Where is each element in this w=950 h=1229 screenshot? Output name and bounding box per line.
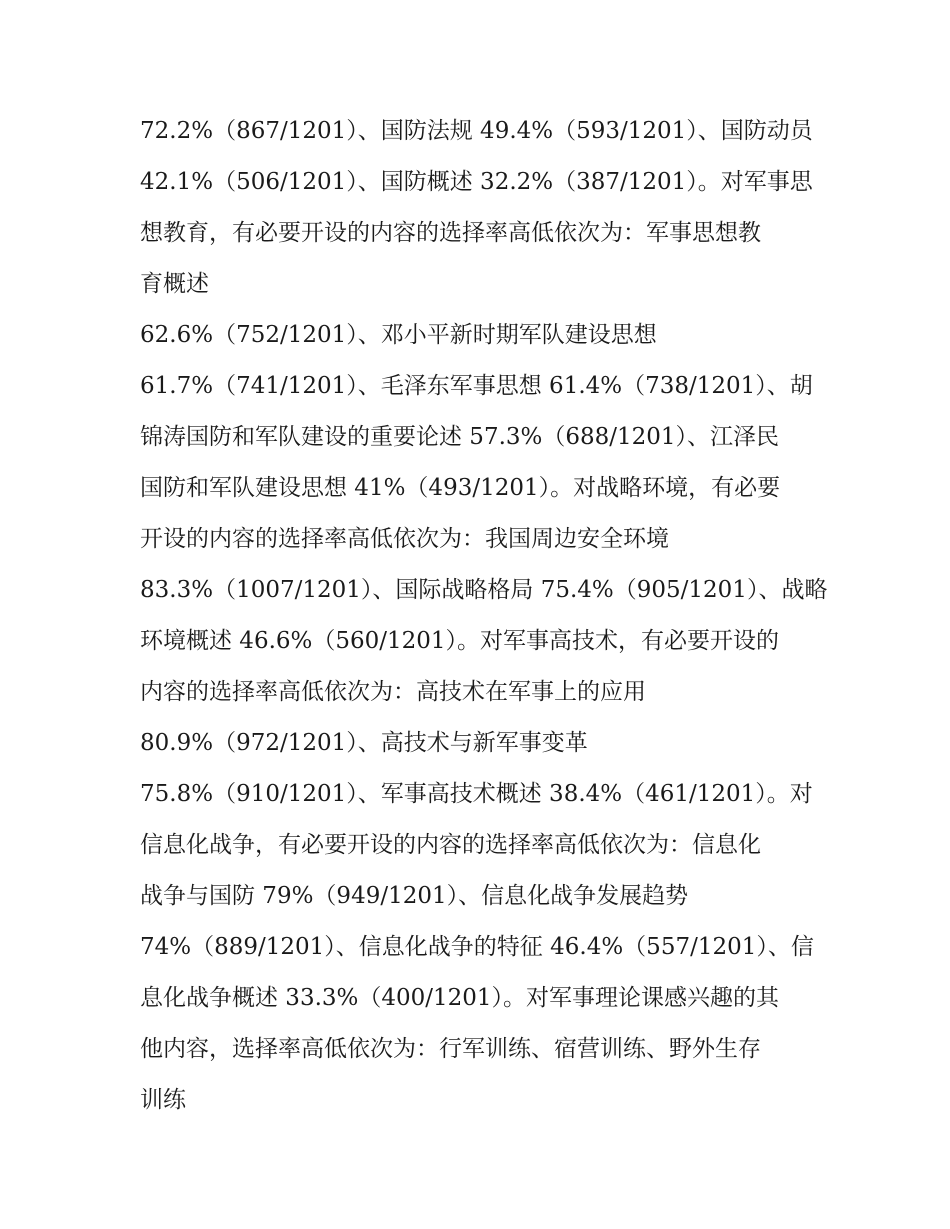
text-line: 61.7%（741/1201）、毛泽东军事思想 61.4%（738/1201）、胡 (140, 373, 813, 399)
text-line: 息化战争概述 33.3%（400/1201）。对军事理论课感兴趣的其 (140, 985, 780, 1011)
text-line: 训练 (140, 1087, 186, 1113)
text-line: 74%（889/1201）、信息化战争的特征 46.4%（557/1201）、信 (140, 934, 814, 960)
text-line: 内容的选择率高低依次为：高技术在军事上的应用 (140, 679, 646, 705)
text-line: 他内容，选择率高低依次为：行军训练、宿营训练、野外生存 (140, 1036, 761, 1062)
text-line: 75.8%（910/1201）、军事高技术概述 38.4%（461/1201）。对 (140, 781, 813, 807)
text-line: 信息化战争，有必要开设的内容的选择率高低依次为：信息化 (140, 832, 761, 858)
text-line: 国防和军队建设思想 41%（493/1201）。对战略环境，有必要 (140, 475, 781, 501)
text-line: 想教育，有必要开设的内容的选择率高低依次为：军事思想教 (140, 220, 761, 246)
text-line: 42.1%（506/1201）、国防概述 32.2%（387/1201）。对军事思 (140, 169, 813, 195)
text-line: 62.6%（752/1201）、邓小平新时期军队建设思想 (140, 322, 657, 348)
body-paragraph (140, 106, 828, 1126)
text-line: 锦涛国防和军队建设的重要论述 57.3%（688/1201）、江泽民 (140, 424, 780, 450)
text-line: 80.9%（972/1201）、高技术与新军事变革 (140, 730, 588, 756)
text-line: 环境概述 46.6%（560/1201）。对军事高技术，有必要开设的 (140, 628, 780, 654)
text-line: 战争与国防 79%（949/1201）、信息化战争发展趋势 (140, 883, 689, 909)
text-line: 72.2%（867/1201）、国防法规 49.4%（593/1201）、国防动员 (140, 118, 813, 144)
text-line: 育概述 (140, 271, 209, 297)
text-line: 83.3%（1007/1201）、国际战略格局 75.4%（905/1201）、战略 (140, 577, 828, 603)
text-line: 开设的内容的选择率高低依次为：我国周边安全环境 (140, 526, 669, 552)
